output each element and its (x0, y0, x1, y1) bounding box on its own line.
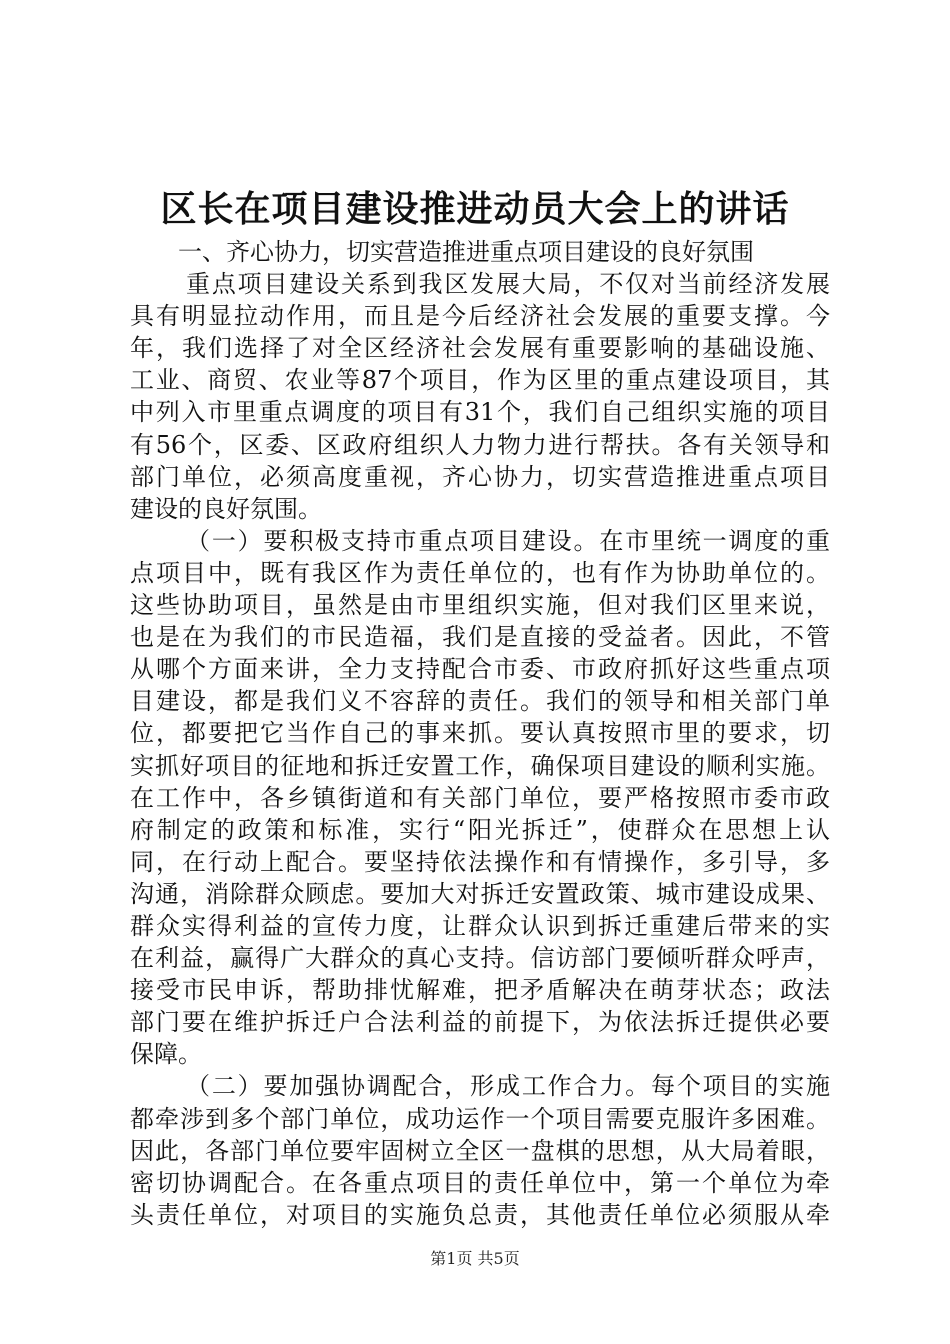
paragraph-line: 点项目中，既有我区作为责任单位的，也有作为协助单位的。 (130, 558, 830, 587)
paragraph-line: 工业、商贸、农业等87个项目，作为区里的重点建设项目，其 (130, 366, 830, 395)
page-number: 第1页 共5页 (430, 1249, 520, 1268)
paragraph-line: 接受市民申诉，帮助排忧解难，把矛盾解决在萌芽状态；政法 (130, 976, 830, 1005)
paragraph-line: 实抓好项目的征地和拆迁安置工作，确保项目建设的顺利实施。 (130, 751, 830, 780)
paragraph-line: 部门单位，必须高度重视，齐心协力，切实营造推进重点项目 (130, 462, 830, 491)
paragraph-line: 位，都要把它当作自己的事来抓。要认真按照市里的要求，切 (130, 719, 830, 748)
paragraph-line: 都牵涉到多个部门单位，成功运作一个项目需要克服许多困难。 (130, 1104, 830, 1133)
paragraph-line: 中列入市里重点调度的项目有31个，我们自己组织实施的项目 (130, 398, 830, 427)
paragraph-line: 目建设，都是我们义不容辞的责任。我们的领导和相关部门单 (130, 687, 830, 716)
paragraph-line: 年，我们选择了对全区经济社会发展有重要影响的基础设施、 (130, 334, 830, 363)
paragraph-line: 同，在行动上配合。要坚持依法操作和有情操作，多引导，多 (130, 847, 830, 876)
paragraph-line: 从哪个方面来讲，全力支持配合市委、市政府抓好这些重点项 (130, 655, 830, 684)
paragraph-3 (130, 1070, 830, 1230)
page-footer (0, 1248, 950, 1270)
paragraph-line: 沟通，消除群众顾虑。要加大对拆迁安置政策、城市建设成果、 (130, 879, 830, 908)
paragraph-line: 这些协助项目，虽然是由市里组织实施，但对我们区里来说， (130, 591, 830, 620)
section-heading: 一、齐心协力，切实营造推进重点项目建设的良好氛围 (178, 238, 754, 266)
paragraph-2 (130, 525, 830, 1071)
paragraph-line: 因此，各部门单位要牢固树立全区一盘棋的思想，从大局着眼， (130, 1136, 830, 1165)
paragraph-line: 群众实得利益的宣传力度，让群众认识到拆迁重建后带来的实 (130, 911, 830, 940)
document-title: 区长在项目建设推进动员大会上的讲话 (160, 188, 790, 230)
paragraph-1 (130, 268, 830, 525)
paragraph-line: 建设的良好氛围。 (130, 494, 322, 523)
paragraph-line: （一）要积极支持市重点项目建设。在市里统一调度的重 (186, 526, 830, 555)
paragraph-line: 头责任单位，对项目的实施负总责，其他责任单位必须服从牵 (130, 1200, 830, 1229)
document-body (130, 236, 830, 1231)
paragraph-line: 在工作中，各乡镇街道和有关部门单位，要严格按照市委市政 (130, 783, 830, 812)
paragraph-line: 府制定的政策和标准，实行“阳光拆迁”，使群众在思想上认 (130, 815, 830, 844)
paragraph-line: 重点项目建设关系到我区发展大局，不仅对当前经济发展 (186, 270, 830, 299)
paragraph-line: 具有明显拉动作用，而且是今后经济社会发展的重要支撑。今 (130, 302, 830, 331)
paragraph-line: 部门要在维护拆迁户合法利益的前提下，为依法拆迁提供必要 (130, 1008, 830, 1037)
paragraph-line: 保障。 (130, 1040, 202, 1069)
paragraph-line: 有56个，区委、区政府组织人力物力进行帮扶。各有关领导和 (130, 430, 830, 459)
paragraph-line: 密切协调配合。在各重点项目的责任单位中，第一个单位为牵 (130, 1168, 830, 1197)
paragraph-line: （二）要加强协调配合，形成工作合力。每个项目的实施 (186, 1072, 830, 1101)
paragraph-line: 在利益，赢得广大群众的真心支持。信访部门要倾听群众呼声， (130, 944, 830, 973)
paragraph-line: 也是在为我们的市民造福，我们是直接的受益者。因此，不管 (130, 623, 830, 652)
